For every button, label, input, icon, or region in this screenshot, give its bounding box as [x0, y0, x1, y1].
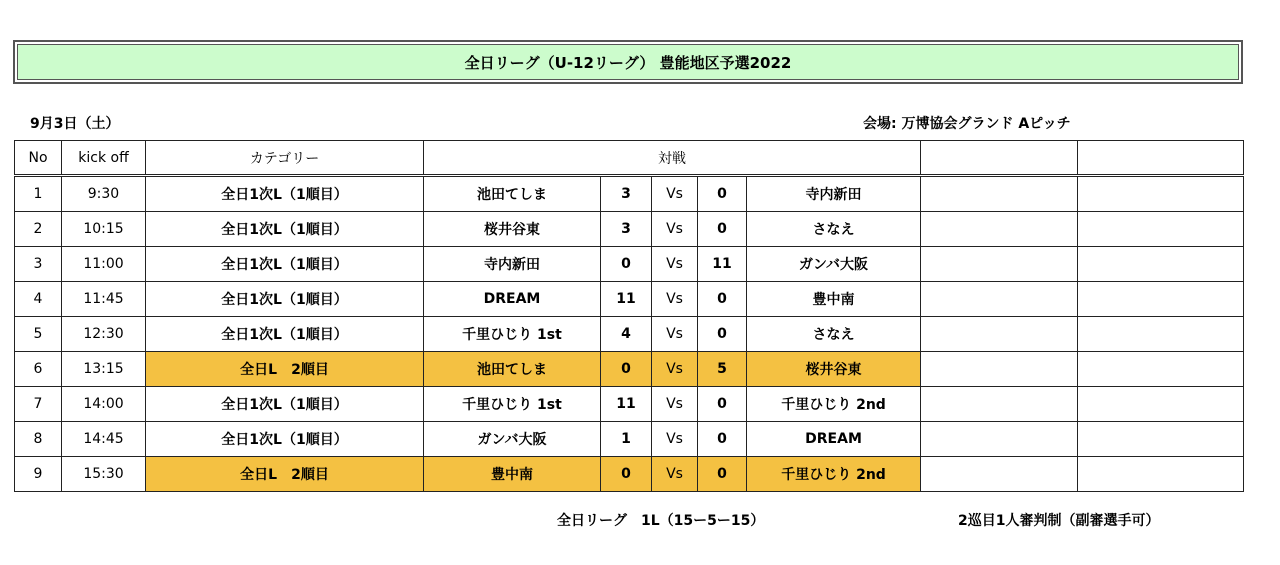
kickoff-time: 15:30 — [62, 457, 146, 492]
home-team: 寺内新田 — [424, 247, 601, 282]
home-score: 4 — [601, 317, 652, 352]
extra-cell-1 — [921, 352, 1078, 387]
header-match: 対戦 — [424, 141, 921, 176]
row-no: 6 — [15, 352, 62, 387]
away-team: 寺内新田 — [747, 176, 921, 212]
kickoff-time: 13:15 — [62, 352, 146, 387]
extra-cell-2 — [1078, 212, 1244, 247]
header-no: No — [15, 141, 62, 176]
home-team: 千里ひじり 1st — [424, 387, 601, 422]
extra-cell-1 — [921, 212, 1078, 247]
category-cell: 全日1次L（1順目） — [146, 212, 424, 247]
venue-label: 会場: 万博協会グランド Aピッチ — [863, 116, 1071, 132]
extra-cell-2 — [1078, 352, 1244, 387]
extra-cell-1 — [921, 282, 1078, 317]
category-cell: 全日L 2順目 — [146, 457, 424, 492]
kickoff-time: 11:00 — [62, 247, 146, 282]
away-score: 0 — [698, 457, 747, 492]
table-row — [15, 317, 1244, 352]
home-score: 1 — [601, 422, 652, 457]
extra-cell-1 — [921, 457, 1078, 492]
kickoff-time: 10:15 — [62, 212, 146, 247]
kickoff-time: 9:30 — [62, 176, 146, 212]
away-team: 豊中南 — [747, 282, 921, 317]
category-cell: 全日1次L（1順目） — [146, 422, 424, 457]
away-score: 0 — [698, 212, 747, 247]
home-score: 0 — [601, 352, 652, 387]
extra-cell-1 — [921, 317, 1078, 352]
extra-cell-2 — [1078, 387, 1244, 422]
header-extra-1 — [921, 141, 1078, 176]
table-row — [15, 247, 1244, 282]
row-no: 9 — [15, 457, 62, 492]
home-score: 0 — [601, 457, 652, 492]
league-format-note: 全日リーグ 1L（15ー5ー15） — [557, 513, 765, 529]
referee-note: 2巡目1人審判制（副審選手可） — [958, 513, 1160, 529]
extra-cell-1 — [921, 387, 1078, 422]
extra-cell-1 — [921, 176, 1078, 212]
extra-cell-2 — [1078, 422, 1244, 457]
table-row — [15, 352, 1244, 387]
away-score: 0 — [698, 422, 747, 457]
row-no: 7 — [15, 387, 62, 422]
row-no: 8 — [15, 422, 62, 457]
extra-cell-1 — [921, 247, 1078, 282]
category-cell: 全日1次L（1順目） — [146, 282, 424, 317]
row-no: 3 — [15, 247, 62, 282]
vs-label: Vs — [652, 352, 698, 387]
kickoff-time: 12:30 — [62, 317, 146, 352]
header-category: カテゴリー — [146, 141, 424, 176]
row-no: 2 — [15, 212, 62, 247]
category-cell: 全日1次L（1順目） — [146, 176, 424, 212]
vs-label: Vs — [652, 422, 698, 457]
schedule-table — [14, 140, 1244, 492]
vs-label: Vs — [652, 317, 698, 352]
table-row — [15, 457, 1244, 492]
vs-label: Vs — [652, 282, 698, 317]
extra-cell-2 — [1078, 317, 1244, 352]
away-team: 千里ひじり 2nd — [747, 457, 921, 492]
table-row — [15, 387, 1244, 422]
home-team: DREAM — [424, 282, 601, 317]
table-header-row — [15, 141, 1244, 176]
away-score: 0 — [698, 387, 747, 422]
vs-label: Vs — [652, 387, 698, 422]
away-team: さなえ — [747, 317, 921, 352]
category-cell: 全日1次L（1順目） — [146, 387, 424, 422]
away-score: 0 — [698, 282, 747, 317]
away-team: 千里ひじり 2nd — [747, 387, 921, 422]
kickoff-time: 11:45 — [62, 282, 146, 317]
extra-cell-1 — [921, 422, 1078, 457]
extra-cell-2 — [1078, 282, 1244, 317]
away-team: 桜井谷東 — [747, 352, 921, 387]
extra-cell-2 — [1078, 457, 1244, 492]
vs-label: Vs — [652, 457, 698, 492]
away-team: さなえ — [747, 212, 921, 247]
kickoff-time: 14:00 — [62, 387, 146, 422]
home-team: 千里ひじり 1st — [424, 317, 601, 352]
title-banner — [13, 40, 1243, 84]
home-team: 桜井谷東 — [424, 212, 601, 247]
table-row — [15, 422, 1244, 457]
category-cell: 全日1次L（1順目） — [146, 317, 424, 352]
extra-cell-2 — [1078, 247, 1244, 282]
away-team: DREAM — [747, 422, 921, 457]
home-team: ガンバ大阪 — [424, 422, 601, 457]
header-extra-2 — [1078, 141, 1244, 176]
home-score: 3 — [601, 176, 652, 212]
page-title: 全日リーグ（U-12リーグ） 豊能地区予選2022 — [17, 44, 1239, 80]
row-no: 4 — [15, 282, 62, 317]
table-row — [15, 212, 1244, 247]
away-score: 5 — [698, 352, 747, 387]
vs-label: Vs — [652, 176, 698, 212]
vs-label: Vs — [652, 247, 698, 282]
away-score: 0 — [698, 176, 747, 212]
home-team: 豊中南 — [424, 457, 601, 492]
match-date: 9月3日（土） — [30, 116, 120, 132]
category-cell: 全日L 2順目 — [146, 352, 424, 387]
home-score: 3 — [601, 212, 652, 247]
vs-label: Vs — [652, 212, 698, 247]
home-score: 0 — [601, 247, 652, 282]
table-row — [15, 282, 1244, 317]
row-no: 1 — [15, 176, 62, 212]
header-kickoff: kick off — [62, 141, 146, 176]
table-row — [15, 176, 1244, 212]
kickoff-time: 14:45 — [62, 422, 146, 457]
home-team: 池田てしま — [424, 352, 601, 387]
away-score: 0 — [698, 317, 747, 352]
home-score: 11 — [601, 387, 652, 422]
home-score: 11 — [601, 282, 652, 317]
home-team: 池田てしま — [424, 176, 601, 212]
row-no: 5 — [15, 317, 62, 352]
extra-cell-2 — [1078, 176, 1244, 212]
away-score: 11 — [698, 247, 747, 282]
away-team: ガンバ大阪 — [747, 247, 921, 282]
category-cell: 全日1次L（1順目） — [146, 247, 424, 282]
